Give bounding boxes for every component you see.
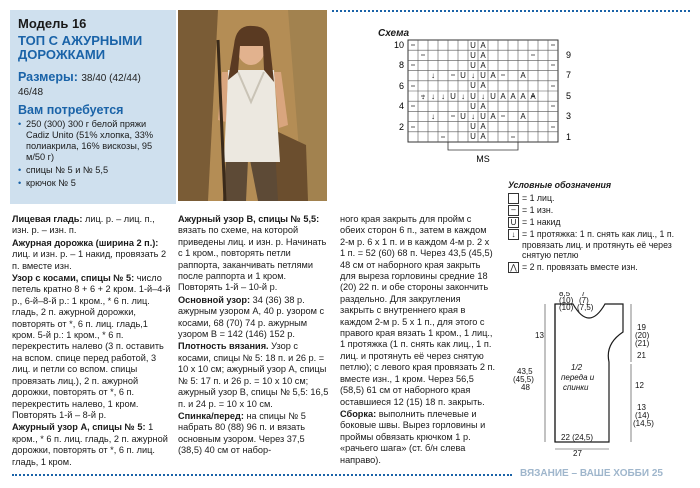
paragraph: [178, 341, 331, 409]
row-number-right: 7: [566, 70, 572, 80]
paragraph: [12, 273, 172, 421]
dim-label: 21: [637, 351, 646, 360]
svg-text:U: U: [490, 92, 496, 101]
paragraph-heading: Спинка/перед:: [178, 410, 244, 421]
knit-symbol-icon: [508, 193, 519, 204]
dim-label: (10): [559, 296, 574, 305]
row-number-left: 6: [398, 81, 404, 91]
svg-text:A: A: [490, 71, 496, 80]
svg-text:U: U: [470, 122, 476, 131]
dim-label: (21): [635, 339, 650, 348]
legend-item: [508, 262, 698, 273]
paragraph: [340, 214, 496, 408]
pattern-schematic: [505, 292, 675, 456]
piece-label: переда и: [561, 373, 595, 382]
text-column-2: [178, 214, 331, 458]
paragraph-text: Узор с косами, спицы № 5: 18 п. и 26 р. = 10 х 10 см; ажурный узор А, спицы № 5: 17 п. и 26 р. = 10 х 10 см; ажурный узор В, спицы № 5,5: 16,5 п. и 24 р. = 10 х 10 см.: [178, 341, 329, 409]
paragraph: [178, 411, 331, 457]
chart-grid: [408, 40, 558, 150]
sizes-label: Размеры:: [18, 70, 78, 84]
legend-title: Условные обозначения: [508, 180, 612, 190]
svg-text:↓: ↓: [431, 92, 435, 101]
row-number-left: 4: [398, 101, 404, 111]
svg-text:↓: ↓: [431, 112, 435, 121]
paragraph-heading: Ажурная дорожка (ширина 2 п.):: [12, 237, 159, 248]
text-column-3: [340, 214, 496, 467]
photo-illustration: [178, 10, 327, 201]
paragraph-heading: Ажурный узор В, спицы № 5,5:: [178, 214, 320, 224]
svg-text:A: A: [490, 112, 496, 121]
paragraph-heading: Сборка:: [340, 408, 377, 419]
dim-label: 12: [635, 381, 644, 390]
text-column-1: [12, 214, 172, 469]
legend-item: [508, 229, 698, 261]
info-box: [10, 10, 176, 204]
svg-text:A: A: [480, 122, 486, 131]
purl-together-icon: ⋀: [508, 262, 519, 273]
svg-text:A: A: [510, 92, 516, 101]
bottom-rule: [12, 474, 512, 476]
svg-text:U: U: [470, 132, 476, 141]
legend-text: = 1 изн.: [522, 204, 554, 215]
legend-item: [508, 217, 698, 228]
svg-text:A: A: [520, 112, 526, 121]
legend-text: = 1 протяжка: 1 п. снять как лиц., 1 п. провязать лиц. и протянуть её через снятую петлю: [522, 228, 675, 261]
dim-label: (45,5): [513, 375, 534, 384]
svg-text:↓: ↓: [441, 92, 445, 101]
materials-heading: Вам потребуется: [18, 103, 124, 117]
paragraph-heading: Узор с косами, спицы № 5:: [12, 273, 135, 284]
row-number-right: 5: [566, 91, 572, 101]
svg-text:U: U: [470, 102, 476, 111]
paragraph-heading: Плотность вязания.: [178, 341, 269, 352]
paragraph: [340, 409, 496, 466]
ssk-icon: ↓: [508, 229, 519, 240]
dim-label: 19: [637, 323, 646, 332]
paragraph-text: выполнить плечевые и боковые швы. Вырез горловины и проймы обвязать крючком 1 р. «рачьего шага» (ст. б/н слева направо).: [340, 408, 486, 465]
svg-text:↓: ↓: [471, 112, 475, 121]
svg-text:↓: ↓: [431, 71, 435, 80]
svg-text:U: U: [480, 71, 486, 80]
top-rule: [332, 10, 690, 12]
paragraph-text: число петель кратно 8 + 6 + 2 кром. 1-й–4-й р., 6-й–8-й р.: 1 кром., * 6 п. лиц. гладь, 2 п. ажурной дорожки, повторять от *, 6 п. лиц. гладь,1 кром. 5-й р.: 1 кром., * 6 п. перекрестить налево (3 п. оставить на вспом. спице перед работой, 3 лиц. и петли со вспом. спицы провязать лиц.), 2 п. ажурной дорожки, повторять от *, 6 п. перекрестить налево, 1 кром. Повторять 1-й – 8-й р.: [12, 273, 171, 420]
model-number: Модель 16: [18, 16, 87, 31]
model-photo: [178, 10, 327, 201]
dim-label: 27: [573, 449, 582, 456]
paragraph: [12, 422, 172, 468]
legend-text: = 2 п. провязать вместе изн.: [522, 262, 638, 273]
svg-text:A: A: [520, 71, 526, 80]
paragraph-text: вязать по схеме, на которой приведены лиц. и изн. р. Начинать с 1 кром., повторять петли раппорта, заканчивать петлями после раппорта и 1 кром. Повторять 1-й – 10-й р.: [178, 225, 327, 293]
legend-text: = 1 лиц.: [522, 192, 555, 203]
legend-item: [508, 205, 698, 216]
svg-text:U: U: [470, 41, 476, 50]
page-footer: ВЯЗАНИЕ – ВАШЕ ХОББИ 25: [520, 468, 663, 479]
paragraph-heading: Лицевая гладь:: [12, 214, 83, 224]
svg-text:U: U: [450, 92, 456, 101]
row-number-left: 10: [393, 40, 404, 50]
paragraph: [178, 295, 331, 341]
legend-text: = 1 накид: [522, 216, 561, 227]
scheme-title: Схема: [378, 28, 410, 39]
svg-text:A: A: [480, 102, 486, 111]
dim-label: 7: [581, 292, 586, 298]
row-number-left: 2: [398, 122, 404, 132]
svg-text:U: U: [470, 92, 476, 101]
dim-label: (10): [559, 303, 574, 312]
svg-text:U: U: [460, 71, 466, 80]
dim-label: (7): [579, 296, 589, 305]
dim-label: 48: [521, 383, 530, 392]
project-title: ТОП С АЖУРНЫМИ ДОРОЖКАМИ: [18, 33, 143, 62]
svg-text:U: U: [480, 112, 486, 121]
dim-label: (14,5): [633, 419, 654, 428]
svg-text:U: U: [470, 81, 476, 90]
svg-text:A: A: [530, 92, 536, 101]
legend-item: [508, 193, 698, 204]
svg-text:A: A: [480, 41, 486, 50]
material-item: • спицы № 5 и № 5,5: [18, 165, 168, 176]
sizes-value: 38/40 (42/44) 46/48: [18, 73, 141, 98]
dim-label: 22 (24,5): [561, 433, 594, 442]
svg-text:↓: ↓: [461, 92, 465, 101]
paragraph-heading: Ажурный узор А, спицы № 5:: [12, 422, 146, 433]
paragraph-text: лиц. и изн. р. – 1 накид, провязать 2 п. вместе изн.: [12, 249, 167, 271]
dim-label: 43,5: [517, 367, 533, 376]
svg-text:U: U: [460, 112, 466, 121]
paragraph-text: 34 (36) 38 р. ажурным узором А, 40 р. узором с косами, 68 (70) 74 р. ажурным узором В = 142 (146) 152 р.: [178, 294, 325, 340]
paragraph: [12, 214, 172, 237]
svg-text:U: U: [470, 51, 476, 60]
purl-symbol-icon: –: [508, 205, 519, 216]
paragraph-text: ного края закрыть для пройм с обеих сторон 6 п., затем в каждом 2-м р. 6 х 1 п. и в каждом 4-м р. 2 х 1 п. = 52 (60) 68 п. Через 43,5 (45,5) 48 см от наборного края закрыть для выреза горловины средние 18 (20) 22 п. и обе стороны закончить раздельно. Для закругления закрыть с внутреннего края в каждом 2-м р. 5 х 1 п., для этого с правого края вязать 1 кром., 1 лиц., 1 протяжка (1 п. снять как лиц., 1 п. лиц. и протянуть её через снятую петлю); с левого края провязать 2 п. вместе изн., 1 кром. Через 56,5 (58,5) 61 см от наборного края оставшиеся 12 (15) 18 п. закрыть.: [340, 214, 496, 407]
svg-text:A: A: [480, 61, 486, 70]
row-number-left: 8: [398, 60, 404, 70]
paragraph-text: 1 кром., * 6 п. лиц. гладь, 2 п. ажурной дорожки, повторять от *, 6 п. лиц. гладь, 1 кром.: [12, 422, 168, 467]
row-number-right: 9: [566, 50, 572, 60]
knitting-chart: [390, 38, 580, 168]
dim-label: 13: [637, 403, 646, 412]
svg-text:↓: ↓: [481, 92, 485, 101]
sizes-line: [18, 70, 168, 98]
repeat-label: MS: [476, 154, 490, 164]
yarn-over-icon: U: [508, 217, 519, 228]
svg-text:A: A: [480, 81, 486, 90]
paragraph: [178, 214, 331, 294]
svg-text:A: A: [500, 92, 506, 101]
svg-text:↓: ↓: [421, 92, 425, 101]
piece-label: 1/2: [571, 363, 583, 372]
paragraph: [12, 238, 172, 272]
legend: [508, 180, 698, 273]
svg-text:A: A: [480, 132, 486, 141]
svg-text:A: A: [520, 92, 526, 101]
paragraph-heading: Основной узор:: [178, 294, 251, 305]
material-item: • 250 (300) 300 г белой пряжи Cadiz Unito (51% хлопка, 33% полиакрила, 16% вискозы, 95 м/50 г): [18, 119, 168, 163]
dim-label: 8,5: [559, 292, 571, 298]
row-number-right: 1: [566, 132, 572, 142]
svg-text:U: U: [470, 61, 476, 70]
piece-label: спинки: [563, 383, 589, 392]
dim-label: (14): [635, 411, 650, 420]
svg-text:A: A: [480, 51, 486, 60]
dim-label: (7,5): [577, 303, 594, 312]
paragraph-text: лиц. р. – лиц. п., изн. р. – изн. п.: [12, 214, 155, 236]
dim-label: 13: [535, 331, 544, 340]
material-item: • крючок № 5: [18, 178, 168, 189]
row-number-right: 3: [566, 111, 572, 121]
paragraph-text: на спицы № 5 набрать 80 (88) 96 п. и вязать основным узором. Через 37,5 (38,5) 40 см от набор-: [178, 410, 306, 456]
dim-label: (20): [635, 331, 650, 340]
svg-text:↓: ↓: [471, 71, 475, 80]
